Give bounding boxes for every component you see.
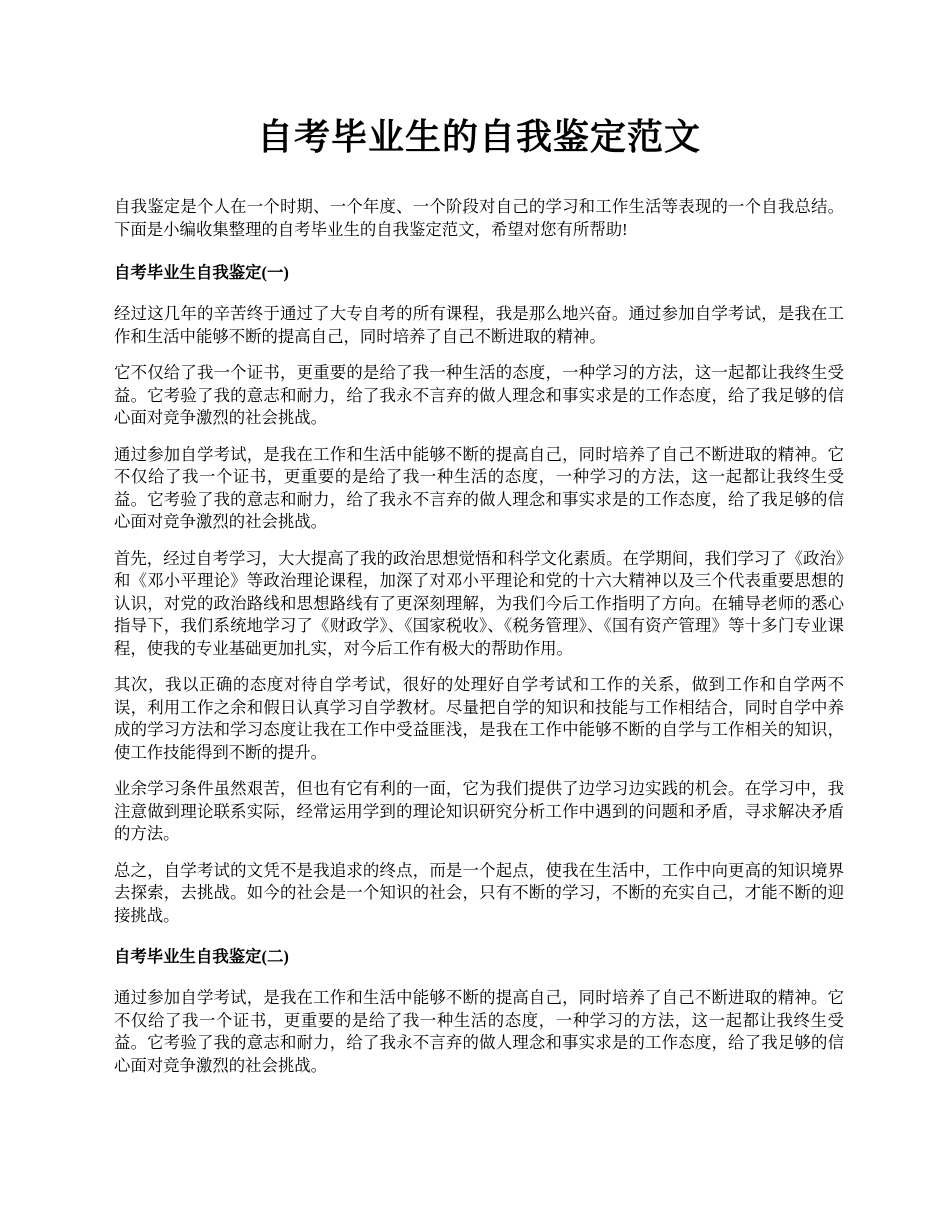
section-2 bbox=[114, 941, 844, 1077]
page-title: 自考毕业生的自我鉴定范文 bbox=[256, 117, 701, 157]
section-heading: 自考毕业生自我鉴定(一) bbox=[114, 263, 289, 282]
section-heading: 自考毕业生自我鉴定(二) bbox=[114, 947, 289, 966]
body-paragraph: 首先，经过自考学习，大大提高了我的政治思想觉悟和科学文化素质。在学期间，我们学习了《政治》和《邓小平理论》等政治理论课程，加深了对邓小平理论和党的十六大精神以及三个代表重要思想的认识，对党的政治路线和思想路线有了更深刻理解，为我们今后工作指明了方向。在辅导老师的悉心指导下，我们系统地学习了《财政学》、《国家税收》、《税务管理》、《国有资产管理》等十多门专业课程，使我的专业基础更加扎实，对今后工作有极大的帮助作用。 bbox=[114, 548, 844, 658]
body-paragraph: 通过参加自学考试，是我在工作和生活中能够不断的提高自己，同时培养了自己不断进取的精神。它不仅给了我一个证书，更重要的是给了我一种生活的态度，一种学习的方法，这一起都让我终生受益。它考验了我的意志和耐力，给了我永不言弃的做人理念和事实求是的工作态度，给了我足够的信心面对竞争激烈的社会挑战。 bbox=[114, 444, 844, 531]
document-page bbox=[114, 108, 844, 1091]
section-1 bbox=[114, 257, 844, 927]
body-paragraph: 业余学习条件虽然艰苦，但也有它有利的一面，它为我们提供了边学习边实践的机会。在学习中，我注意做到理论联系实际，经常运用学到的理论知识研究分析工作中遇到的问题和矛盾，寻求解决矛盾的方法。 bbox=[114, 779, 844, 843]
body-paragraph: 经过这几年的辛苦终于通过了大专自考的所有课程，我是那么地兴奋。通过参加自学考试，是我在工作和生活中能够不断的提高自己，同时培养了自己不断进取的精神。 bbox=[114, 304, 844, 346]
body-paragraph: 它不仅给了我一个证书，更重要的是给了我一种生活的态度，一种学习的方法，这一起都让我终生受益。它考验了我的意志和耐力，给了我永不言弃的做人理念和事实求是的工作态度，给了我足够的信心面对竞争激烈的社会挑战。 bbox=[114, 363, 844, 427]
intro-paragraph: 自我鉴定是个人在一个时期、一个年度、一个阶段对自己的学习和工作生活等表现的一个自我总结。下面是小编收集整理的自考毕业生的自我鉴定范文，希望对您有所帮助! bbox=[114, 197, 844, 239]
body-paragraph: 其次，我以正确的态度对待自学考试，很好的处理好自学考试和工作的关系，做到工作和自学两不误，利用工作之余和假日认真学习自学教材。尽量把自学的知识和技能与工作相结合，同时自学中养成的学习方法和学习态度让我在工作中受益匪浅，是我在工作中能够不断的自学与工作相关的知识，使工作技能得到不断的提升。 bbox=[114, 675, 844, 762]
body-paragraph: 总之，自学考试的文凭不是我追求的终点，而是一个起点，使我在生活中，工作中向更高的知识境界去探索，去挑战。如今的社会是一个知识的社会，只有不断的学习，不断的充实自己，才能不断的迎接挑战。 bbox=[114, 860, 844, 925]
body-paragraph: 通过参加自学考试，是我在工作和生活中能够不断的提高自己，同时培养了自己不断进取的精神。它不仅给了我一个证书，更重要的是给了我一种生活的态度，一种学习的方法，这一起都让我终生受益。它考验了我的意志和耐力，给了我永不言弃的做人理念和事实求是的工作态度，给了我足够的信心面对竞争激烈的社会挑战。 bbox=[114, 988, 844, 1075]
